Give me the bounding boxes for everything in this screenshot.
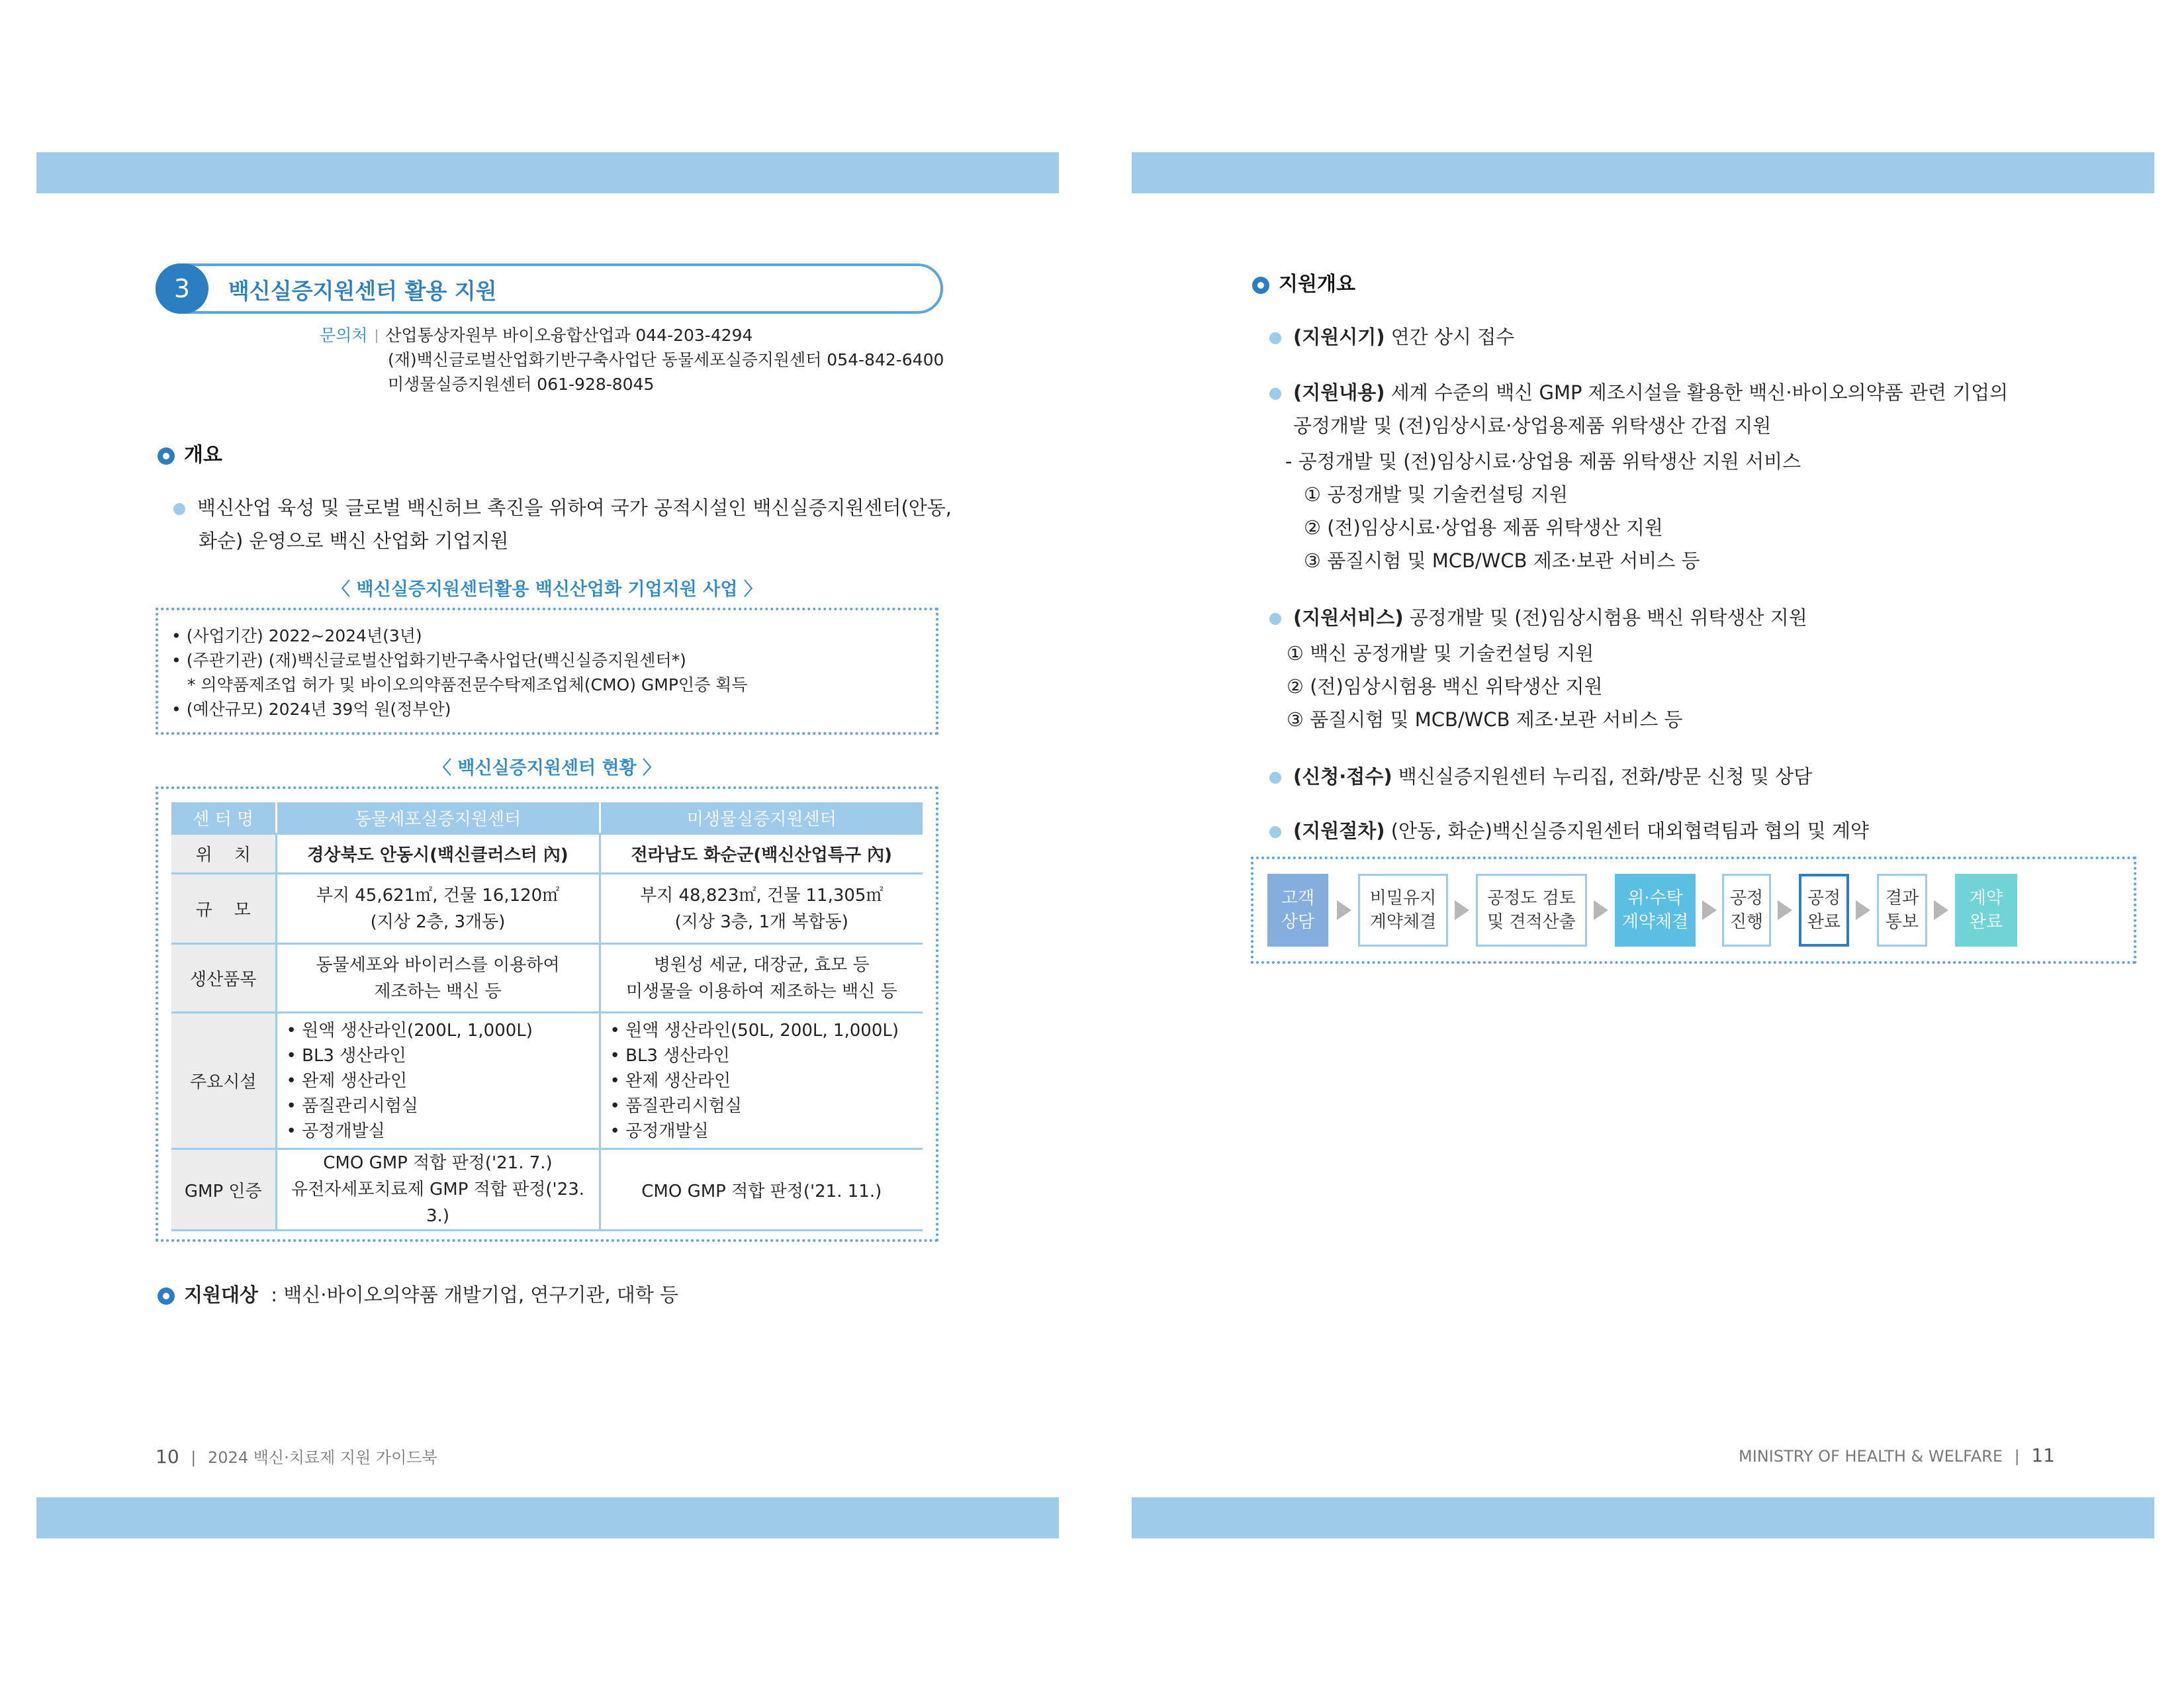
contact-block <box>320 323 944 397</box>
contact-line-2: (재)백신글로벌산업화기반구축사업단 동물세포실증지원센터 054-842-6400 <box>388 350 944 369</box>
project-line-1: • (사업기간) 2022~2024년(3년) <box>171 626 422 645</box>
right-footer-separator: | <box>2014 1447 2020 1466</box>
flow-arrow-icon <box>1594 900 1608 920</box>
dot-bullet-icon <box>1269 613 1281 625</box>
status-caption: 〈 백신실증지원센터 현황 〉 <box>433 758 661 778</box>
header-center-name: 센 터 명 <box>171 802 276 834</box>
cell-facility-microbe: • 원액 생산라인(50L, 200L, 1,000L) • BL3 생산라인 • 완제 생산라인 • 품질관리시험실 • 공정개발실 <box>600 1013 923 1149</box>
row-label-product: 생산품목 <box>171 944 276 1013</box>
apply-text: 백신실증지원센터 누리집, 전화/방문 신청 및 상담 <box>1392 765 1813 788</box>
cell-location-animal: 경상북도 안동시(백신클러스터 內) <box>276 834 600 874</box>
table-row-gmp <box>171 1149 923 1231</box>
service-label: (지원서비스) <box>1293 606 1404 629</box>
flow-step-4: 위·수탁 계약체결 <box>1615 874 1696 947</box>
center-status-table <box>171 802 923 1231</box>
overview-text <box>173 491 954 557</box>
row-label-location: 위 치 <box>171 834 276 874</box>
flow-step-6: 공정 완료 <box>1799 874 1849 947</box>
content-sub-1: ① 공정개발 및 기술컨설팅 지원 <box>1304 483 1569 506</box>
content-text: 세계 수준의 백신 GMP 제조시설을 활용한 백신·바이오의약품 관련 기업의 <box>1385 381 2009 404</box>
right-footer <box>1739 1444 2055 1466</box>
service-sub-2: ② (전)임상시험용 백신 위탁생산 지원 <box>1287 675 1603 698</box>
table-row-product <box>171 944 923 1013</box>
section-number-badge <box>156 263 208 314</box>
contact-line-1: 산업통상자원부 바이오융합산업과 044-203-4294 <box>385 326 753 345</box>
project-caption: 〈 백신실증지원센터활용 백신산업화 기업지원 사업 〉 <box>332 579 762 600</box>
right-heading: 지원개요 <box>1252 267 1355 297</box>
target-line <box>158 1280 678 1307</box>
row-label-gmp: GMP 인증 <box>171 1149 276 1231</box>
flow-step-1: 고객 상담 <box>1267 874 1328 947</box>
overview-line-1: 백신산업 육성 및 글로벌 백신허브 촉진을 위하여 국가 공적시설인 백신실증지원센터(안동, <box>197 496 952 519</box>
flow-step-7: 결과 통보 <box>1877 874 1927 947</box>
circle-bullet-icon <box>158 1288 175 1305</box>
period-label: (지원시기) <box>1293 326 1385 348</box>
contact-separator: | <box>374 327 379 343</box>
overview-heading: 개요 <box>158 438 222 467</box>
apply-label: (신청·접수) <box>1293 765 1392 788</box>
flow-arrow-icon <box>1455 900 1469 920</box>
service-sub-1: ① 백신 공정개발 및 기술컨설팅 지원 <box>1287 642 1594 665</box>
cell-product-microbe: 병원성 세균, 대장균, 효모 등 미생물을 이용하여 제조하는 백신 등 <box>600 944 923 1013</box>
cell-scale-animal: 부지 45,621㎡, 건물 16,120㎡ (지상 2층, 3개동) <box>276 874 600 944</box>
section-number: 3 <box>173 274 191 303</box>
right-top-band <box>1132 152 2154 193</box>
period-text: 연간 상시 접수 <box>1385 326 1515 348</box>
circle-bullet-icon <box>158 447 175 465</box>
cell-location-microbe: 전라남도 화순군(백신산업특구 內) <box>600 834 923 874</box>
left-bottom-band <box>36 1497 1059 1538</box>
contact-label: 문의처 <box>320 326 368 345</box>
header-microbe: 미생물실증지원센터 <box>600 802 923 834</box>
procedure-label: (지원절차) <box>1293 820 1385 842</box>
item-period <box>1269 320 1514 353</box>
flow-step-3: 공정도 검토 및 견적산출 <box>1476 874 1587 947</box>
item-procedure <box>1269 814 1869 847</box>
left-footer <box>156 1444 437 1468</box>
row-label-facility: 주요시설 <box>171 1013 276 1149</box>
target-text: : 백신·바이오의약품 개발기업, 연구기관, 대학 등 <box>271 1284 679 1306</box>
circle-bullet-icon <box>1252 277 1269 294</box>
cell-gmp-animal: CMO GMP 적합 판정('21. 7.) 유전자세포치료제 GMP 적합 판정('23. 3.) <box>276 1149 600 1231</box>
item-apply <box>1269 760 1812 793</box>
flow-step-5: 공정 진행 <box>1722 874 1771 947</box>
cell-gmp-microbe: CMO GMP 적합 판정('21. 11.) <box>600 1149 923 1231</box>
project-line-2: • (주관기관) (재)백신글로벌산업화기반구축사업단(백신실증지원센터*) <box>171 651 686 670</box>
project-line-4: • (예산규모) 2024년 39억 원(정부안) <box>171 700 451 719</box>
dot-bullet-icon <box>1269 388 1281 400</box>
service-sub-3: ③ 품질시험 및 MCB/WCB 제조·보관 서비스 등 <box>1287 708 1683 731</box>
item-content <box>1269 376 2136 577</box>
header-animal-cell: 동물세포실증지원센터 <box>276 802 600 834</box>
target-heading: 지원대상 <box>184 1284 259 1306</box>
content-label: (지원내용) <box>1293 381 1385 404</box>
table-header-row <box>171 802 923 834</box>
table-row-location <box>171 834 923 874</box>
cell-product-animal: 동물세포와 바이러스를 이용하여 제조하는 백신 등 <box>276 944 600 1013</box>
dot-bullet-icon <box>1269 772 1281 784</box>
content-sub: - 공정개발 및 (전)임상시료·상업용 제품 위탁생산 지원 서비스 <box>1285 450 1801 473</box>
flow-arrow-icon <box>1702 900 1717 920</box>
project-box <box>156 608 938 735</box>
row-label-scale: 규 모 <box>171 874 276 944</box>
flow-arrow-icon <box>1934 900 1948 920</box>
flow-arrow-icon <box>1778 900 1792 920</box>
procedure-text: (안동, 화순)백신실증지원센터 대외협력팀과 협의 및 계약 <box>1385 820 1870 842</box>
table-row-facility <box>171 1013 923 1149</box>
cell-facility-animal: • 원액 생산라인(200L, 1,000L) • BL3 생산라인 • 완제 생산라인 • 품질관리시험실 • 공정개발실 <box>276 1013 600 1149</box>
dot-bullet-icon <box>173 503 185 515</box>
left-top-band <box>36 152 1059 193</box>
section-title: 백신실증지원센터 활용 지원 <box>228 278 497 304</box>
flow-step-2: 비밀유지 계약체결 <box>1358 874 1448 947</box>
left-footer-separator: | <box>191 1448 197 1467</box>
flow-arrow-icon <box>1856 900 1870 920</box>
item-service <box>1269 601 2136 736</box>
content-text-2: 공정개발 및 (전)임상시료·상업용제품 위탁생산 간접 지원 <box>1293 414 1772 437</box>
service-text: 공정개발 및 (전)임상시험용 백신 위탁생산 지원 <box>1403 606 1807 629</box>
contact-line-3: 미생물실증지원센터 061-928-8045 <box>388 375 655 394</box>
flow-step-8: 계약 완료 <box>1955 874 2017 947</box>
project-line-3: * 의약품제조업 허가 및 바이오의약품전문수탁제조업체(CMO) GMP인증 획득 <box>187 675 748 694</box>
content-sub-2: ② (전)임상시료·상업용 제품 위탁생산 지원 <box>1304 516 1663 539</box>
dot-bullet-icon <box>1269 332 1281 344</box>
right-footer-org: MINISTRY OF HEALTH & WELFARE <box>1739 1447 2003 1466</box>
content-sub-3: ③ 품질시험 및 MCB/WCB 제조·보관 서비스 등 <box>1304 549 1700 572</box>
left-footer-title: 2024 백신·치료제 지원 가이드북 <box>208 1448 437 1467</box>
dot-bullet-icon <box>1269 826 1281 838</box>
cell-scale-microbe: 부지 48,823㎡, 건물 11,305㎡ (지상 3층, 1개 복합동) <box>600 874 923 944</box>
right-bottom-band <box>1132 1497 2154 1538</box>
flow-arrow-icon <box>1337 900 1351 920</box>
left-page-number: 10 <box>156 1446 179 1468</box>
right-page-number: 11 <box>2031 1444 2055 1466</box>
overview-line-2: 화순) 운영으로 백신 산업화 기업지원 <box>199 530 509 552</box>
table-row-scale <box>171 874 923 944</box>
